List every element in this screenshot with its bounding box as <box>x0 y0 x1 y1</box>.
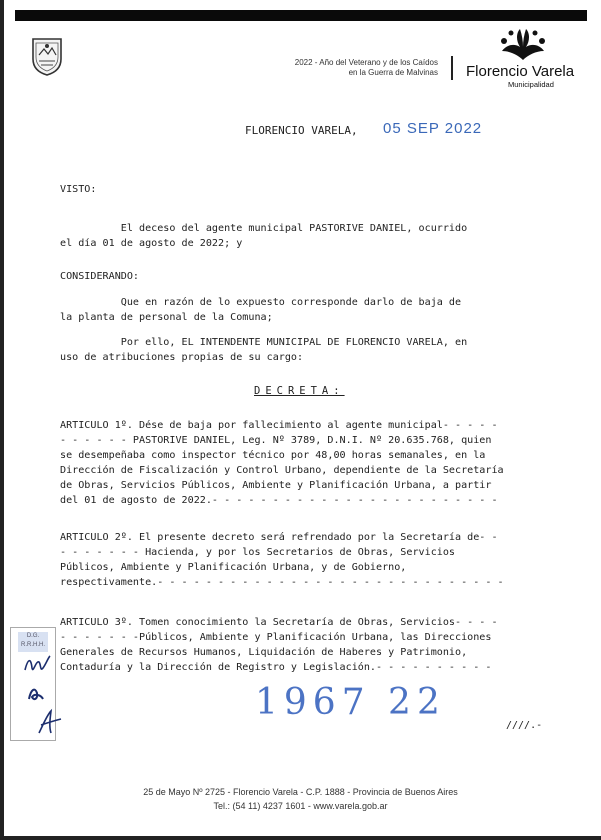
margin-stamp-line1: D.G. <box>26 633 40 639</box>
visto-line-1: El deceso del agente municipal PASTORIVE DANIEL, ocurrido <box>60 223 468 234</box>
top-black-bar <box>15 10 587 21</box>
articulo1-line-2: - - - - - - PASTORIVE DANIEL, Leg. Nº 3789, D.N.I. Nº 20.635.768, quien <box>60 435 492 446</box>
margin-stamp <box>18 632 48 652</box>
footer-contact: Tel.: (54 11) 4237 1601 - www.varela.gob.ar <box>213 801 388 811</box>
header-divider <box>451 56 453 80</box>
visto-label: VISTO: <box>60 184 97 195</box>
header-motto-line2: en la Guerra de Malvinas <box>348 68 438 77</box>
initials-signature-1 <box>22 652 52 676</box>
municipality-name: Florencio Varela <box>466 63 575 80</box>
municipality-subtitle: Municipalidad <box>508 80 554 89</box>
margin-stamp-line2: R.R.H.H. <box>21 642 45 648</box>
footer-address: 25 de Mayo Nº 2725 - Florencio Varela - C.P. 1888 - Provincia de Buenos Aires <box>143 787 458 797</box>
considerando-label: CONSIDERANDO: <box>60 271 140 282</box>
date-stamp: 05 SEP 2022 <box>383 120 483 137</box>
articulo1-line-1: ARTICULO 1º. Dése de baja por fallecimiento al agente municipal- - - - - <box>60 420 498 431</box>
decreta-heading: DECRETA: <box>254 385 345 397</box>
considerando-line-4: uso de atribuciones propias de su cargo: <box>60 352 304 363</box>
header-motto <box>200 58 438 78</box>
header-motto-line1: 2022 - Año del Veterano y de los Caídos <box>294 58 438 67</box>
municipal-crest-icon <box>30 35 64 77</box>
articulo1-line-3: se desempeñaba como inspector técnico por 48,00 horas semanales, en la <box>60 450 486 461</box>
articulo1-line-4: Dirección de Fiscalización y Control Urbano, dependiente de la Secretaría <box>60 465 504 476</box>
articulo3-line-1: ARTICULO 3º. Tomen conocimiento la Secretaría de Obras, Servicios- - - - <box>60 617 498 628</box>
considerando-line-1: Que en razón de lo expuesto corresponde darlo de baja de <box>60 297 462 308</box>
articulo3-line-2: - - - - - - -Públicos, Ambiente y Planificación Urbana, las Direcciones <box>60 632 492 643</box>
visto-line-2: el día 01 de agosto de 2022; y <box>60 238 243 249</box>
considerando-line-2: la planta de personal de la Comuna; <box>60 312 273 323</box>
articulo2-line-2: - - - - - - - Hacienda, y por los Secretarios de Obras, Servicios <box>60 547 456 558</box>
scan-bottom-border <box>0 836 601 840</box>
articulo1-line-6: del 01 de agosto de 2022.- - - - - - - - - - - - - - - - - - - - - - - - <box>60 495 498 506</box>
end-mark: ////.- <box>506 720 543 731</box>
dateline-place: FLORENCIO VARELA, <box>245 124 358 137</box>
decree-number-stamp: 1967 22 <box>255 682 446 723</box>
articulo1-line-5: de Obras, Servicios Públicos, Ambiente y Planificación Urbana, a partir <box>60 480 492 491</box>
florencio-varela-logo-icon <box>496 27 550 61</box>
initials-signature-2 <box>25 683 47 705</box>
articulo3-line-4: Contaduría y la Dirección de Registro y Legislación.- - - - - - - - - - <box>60 662 492 673</box>
articulo2-line-3: Públicos, Ambiente y Planificación Urbana, y de Gobierno, <box>60 562 407 573</box>
initials-signature-3 <box>35 707 65 737</box>
articulo2-line-1: ARTICULO 2º. El presente decreto será refrendado por la Secretaría de- - <box>60 532 498 543</box>
considerando-line-3: Por ello, EL INTENDENTE MUNICIPAL DE FLORENCIO VARELA, en <box>60 337 468 348</box>
scan-left-border <box>0 0 4 840</box>
articulo3-line-3: Generales de Recursos Humanos, Liquidación de Haberes y Patrimonio, <box>60 647 468 658</box>
articulo2-line-4: respectivamente.- - - - - - - - - - - - - - - - - - - - - - - - - - - - - <box>60 577 504 588</box>
